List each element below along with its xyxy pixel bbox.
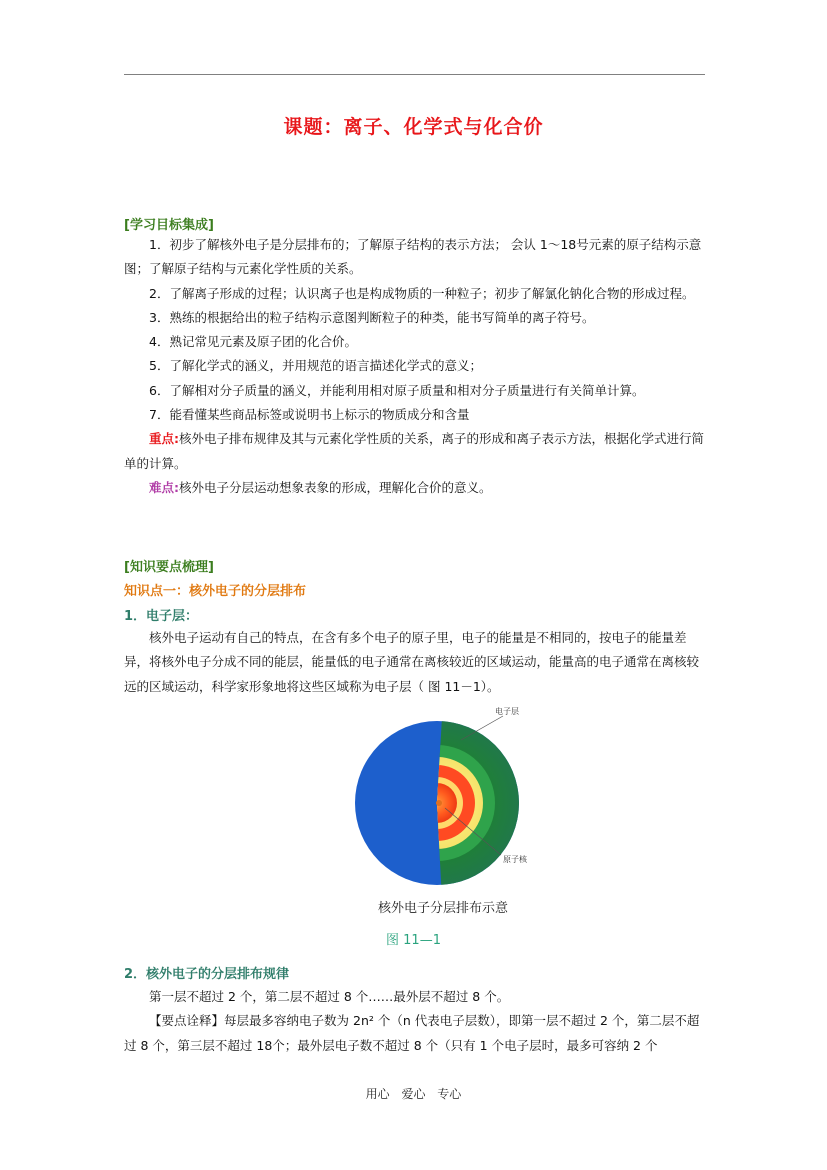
subheading-shell-rules: 2．核外电子的分层排布规律	[124, 967, 290, 982]
goal-item: 7．能看懂某些商品标签或说明书上标示的物质成分和含量	[149, 407, 470, 423]
goal-item: 6．了解相对分子质量的涵义，并能利用相对原子质量和相对分子质量进行有关简单计算。	[149, 382, 645, 398]
difficulty-text: 核外电子分层运动想象表象的形成，理解化合价的意义。	[179, 479, 492, 495]
goal-item: 3．熟练的根据给出的粒子结构示意图判断粒子的种类，能书写简单的离子符号。	[149, 309, 595, 325]
nucleus	[436, 800, 442, 806]
figure-inner-caption: 核外电子分层排布示意	[377, 901, 509, 916]
difficulty-label: 难点:	[149, 479, 179, 495]
page-footer: 用心 爱心 专心	[365, 1087, 462, 1101]
paragraph-text: 核外电子运动有自己的特点，在含有多个电子的原子里，电子的能量是不相同的，按电子的能量差异，将核外电子分成不同的能层，能量低的电子通常在离核较近的区域运动，能量高的电子通常在离核较远的区域运动，科学家形象地将这些区域称为电子层（ 图 11－1）。	[124, 630, 700, 694]
goals-heading: [学习目标集成]	[124, 218, 214, 233]
header-rule	[124, 74, 705, 75]
key-text: 核外电子排布规律及其与元素化学性质的关系，离子的形成和离子表示方法，根据化学式进行简单的计算。	[124, 431, 705, 471]
shell-diagram	[353, 700, 533, 920]
note-paragraph	[124, 1009, 704, 1058]
page-title: 课题：离子、化学式与化合价	[283, 116, 544, 138]
goal-item: 5．了解化学式的涵义，并用规范的语言描述化学式的意义；	[149, 358, 482, 374]
rules-text: 第一层不超过 2 个，第二层不超过 8 个……最外层不超过 8 个。	[149, 989, 510, 1004]
subheading-electron-shell: 1．电子层：	[124, 609, 199, 624]
goals-list	[124, 233, 704, 500]
figure-caption: 图 11—1	[386, 933, 441, 948]
label-shell: 电子层	[495, 707, 519, 716]
goal-item: 2．了解离子形成的过程；认识离子也是构成物质的一种粒子；初步了解氯化钠化合物的形成过程。	[149, 285, 695, 301]
shell-rules-paragraph	[124, 985, 704, 1058]
knowledge-point-1: 知识点一：核外电子的分层排布	[124, 584, 307, 599]
key-label: 重点:	[149, 431, 179, 447]
label-nucleus: 原子核	[503, 855, 527, 864]
note-text: 每层最多容纳电子数为 2n² 个（n 代表电子层数），即第一层不超过 2 个，第二层不超过 8 个，第三层不超过 18个；最外层电子数不超过 8 个（只有 1 个电子层时，最多可容纳 2 个	[124, 1013, 700, 1053]
note-label: 【要点诠释】	[149, 1013, 225, 1029]
goal-item: 1．初步了解核外电子是分层排布的；了解原子结构的表示方法； 会认 1～18号元素的原子结构示意图；了解原子结构与元素化学性质的关系。	[124, 237, 702, 277]
knowledge-heading: [知识要点梳理]	[124, 560, 214, 575]
key-points	[124, 427, 704, 476]
electron-shell-paragraph	[124, 626, 704, 699]
goal-item: 4．熟记常见元素及原子团的化合价。	[149, 334, 357, 350]
electron-shell-figure	[353, 700, 533, 920]
difficulty-points	[124, 476, 704, 500]
